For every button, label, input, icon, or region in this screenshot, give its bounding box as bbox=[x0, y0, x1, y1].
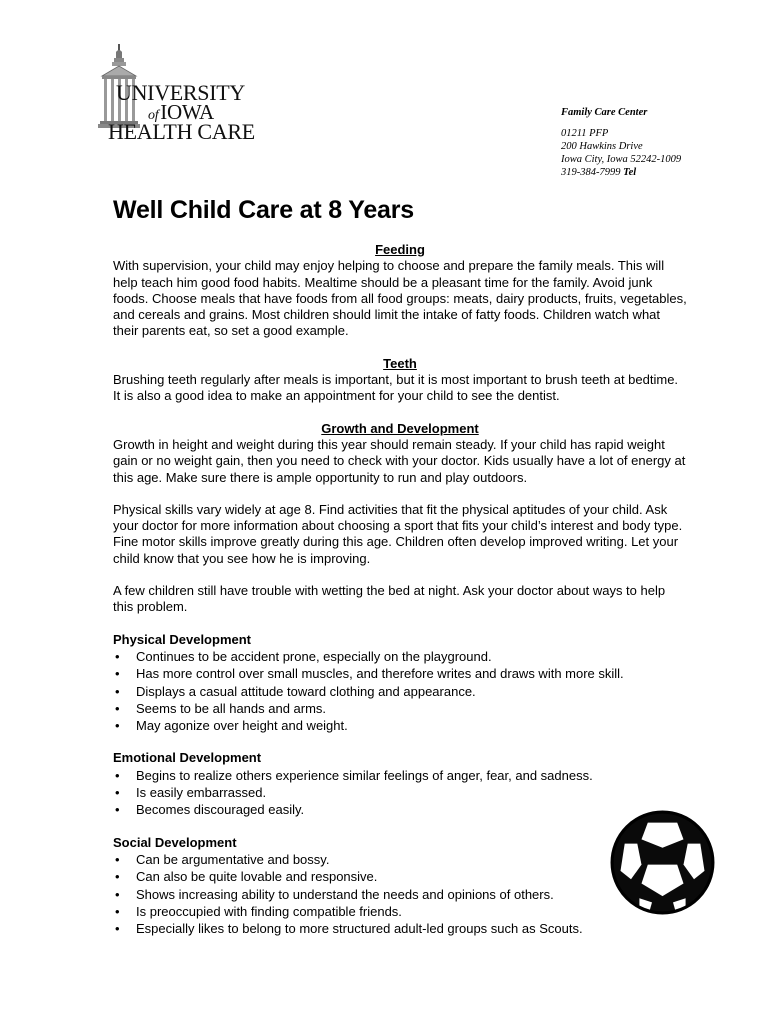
list-item: • Begins to realize others experience similar feelings of anger, fear, and sadness. bbox=[113, 767, 687, 784]
list-item: • Can also be quite lovable and responsive. bbox=[113, 868, 687, 885]
contact-phone: 319-384-7999 bbox=[561, 167, 621, 178]
list-item: • Seems to be all hands and arms. bbox=[113, 700, 687, 717]
contact-block bbox=[561, 106, 681, 179]
social-list bbox=[113, 851, 687, 937]
emotional-list bbox=[113, 767, 687, 819]
contact-phone-label: Tel bbox=[623, 167, 637, 178]
list-item: • Shows increasing ability to understand the needs and opinions of others. bbox=[113, 886, 687, 903]
logo-of: of bbox=[148, 108, 159, 123]
document-body bbox=[113, 242, 687, 937]
teeth-heading: Teeth bbox=[383, 355, 417, 371]
emotional-heading: Emotional Development bbox=[113, 750, 262, 766]
page-title: Well Child Care at 8 Years bbox=[113, 196, 414, 224]
feeding-text: With supervision, your child may enjoy helping to choose and prepare the family meals. This will help teach him good food habits. Mealtime should be a pleasant time for the family. Avoid junk foods. Choose meals that have foods from all food groups: meats, dairy products, fruits, vegetables, and cereals and grains. Most children should limit the intake of fatty foods. Children watch what their parents eat, so set a good example. bbox=[113, 258, 687, 339]
list-item: • Displays a casual attitude toward clothing and appearance. bbox=[113, 683, 687, 700]
logo-iowa: IOWA bbox=[160, 100, 214, 124]
feeding-heading: Feeding bbox=[375, 242, 425, 257]
growth-heading: Growth and Development bbox=[321, 420, 479, 436]
growth-paragraph-3: A few children still have trouble with wetting the bed at night. Ask your doctor about ways to help this problem. bbox=[113, 583, 666, 615]
growth-paragraph-1: Growth in height and weight during this year should remain steady. If your child has rapid weight gain or no weight gain, then you need to check with your doctor. Kids usually have a lot of energy at this age. Make sure there is ample opportunity to run and play outdoors. bbox=[113, 436, 686, 485]
physical-list bbox=[113, 648, 687, 734]
physical-heading: Physical Development bbox=[113, 631, 251, 647]
list-item: • Is preoccupied with finding compatible friends. bbox=[113, 903, 687, 920]
list-item: • Can be argumentative and bossy. bbox=[113, 851, 687, 868]
list-item: • Is easily embarrassed. bbox=[113, 784, 687, 801]
list-item: • Continues to be accident prone, especially on the playground. bbox=[113, 648, 687, 665]
university-logo bbox=[96, 42, 266, 147]
contact-address-2: 200 Hawkins Drive bbox=[561, 141, 643, 152]
growth-paragraph-2: Physical skills vary widely at age 8. Find activities that fit the physical aptitudes of your child. Ask your doctor for more information about choosing a sport that fits your child’s interest and body type. Fine motor skills improve greatly during this age. Children often develop improved writing. Let your child know that you see how he is improving. bbox=[113, 501, 683, 566]
list-item: • Becomes discouraged easily. bbox=[113, 801, 687, 818]
contact-address-3: Iowa City, Iowa 52242-1009 bbox=[561, 154, 682, 165]
logo-university: UNIVERSITY bbox=[116, 80, 245, 105]
contact-address-1: 01211 PFP bbox=[561, 128, 609, 139]
list-item: • Has more control over small muscles, and therefore writes and draws with more skill. bbox=[113, 665, 687, 682]
list-item: • Especially likes to belong to more structured adult-led groups such as Scouts. bbox=[113, 920, 687, 937]
social-heading: Social Development bbox=[113, 834, 237, 850]
teeth-text: Brushing teeth regularly after meals is important, but it is most important to brush teeth at bedtime. It is also a good idea to make an appointment for your child to see the dentist. bbox=[113, 372, 679, 404]
contact-phone-line bbox=[561, 166, 681, 179]
logo-health-care: HEALTH CARE bbox=[108, 119, 255, 144]
list-item: • May agonize over height and weight. bbox=[113, 717, 687, 734]
soccer-ball-icon bbox=[610, 810, 715, 915]
contact-center-name: Family Care Center bbox=[561, 107, 648, 118]
